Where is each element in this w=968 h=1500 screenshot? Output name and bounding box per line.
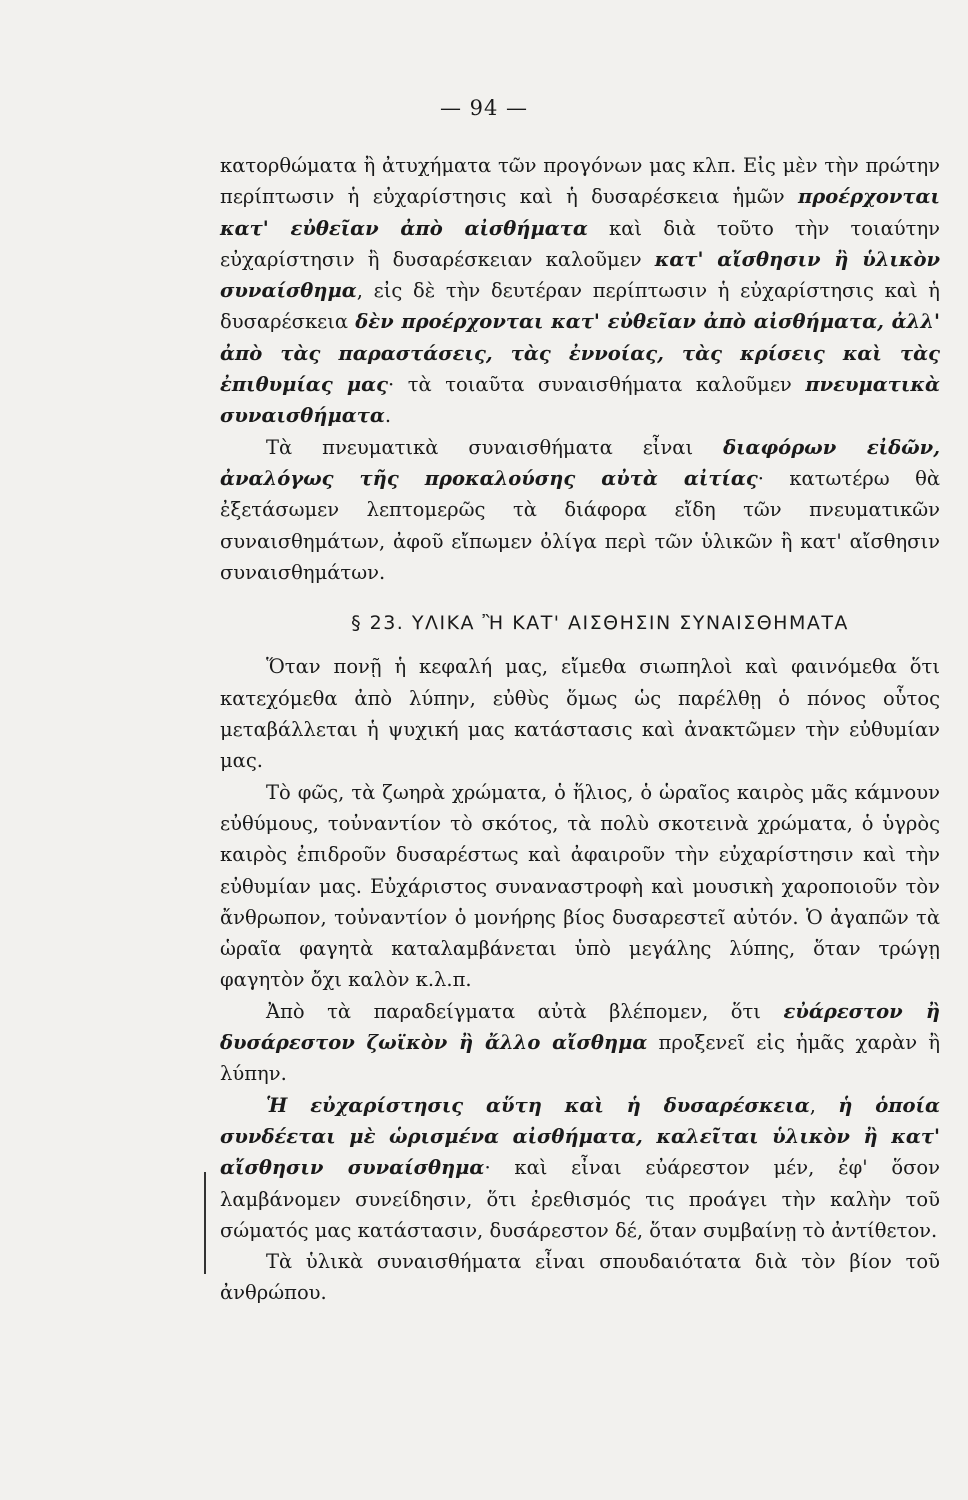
paragraph-2: Τὰ πνευματικὰ συναισθήματα εἶναι διαφόρων εἰδῶν, ἀναλόγως τῆς προκαλούσης αὐτὰ αἰτίας· κατωτέρω θὰ ἐξετάσωμεν λεπτομερῶς τὰ διάφορα εἴδη τῶν πνευματικῶν συναισθημάτων, ἀφοῦ εἴπωμεν ὀλίγα περὶ τῶν ὑλικῶν ἢ κατ' αἴσθησιν συναισθημάτων. <box>220 435 940 584</box>
emphasis: Ἡ εὐχαρίστησις αὕτη καὶ ἡ δυσαρέσκεια <box>266 1093 810 1117</box>
paragraph-4: Τὸ φῶς, τὰ ζωηρὰ χρώματα, ὁ ἥλιος, ὁ ὡραῖος καιρὸς μᾶς κάμνουν εὐθύμους, τοὐναντίον τὸ σκότος, τὰ πολὺ σκοτεινὰ χρώματα, ὁ ὑγρὸς καιρὸς ἐπιδροῦν δυσαρέστως καὶ ἀφαιροῦν τὴν εὐχαρίστησιν καὶ τὴν εὐθυμίαν μας. Εὐχάριστος συναναστροφὴ καὶ μουσικὴ χαροποιοῦν τὸν ἄνθρωπον, τοὐναντίον ὁ μονήρης βίος δυσαρεστεῖ αὐτόν. Ὁ ἀγαπῶν τὰ ὡραῖα φαγητὰ καταλαμβάνεται ὑπὸ μεγάλης λύπης, ὅταν τρώγῃ φαγητὸν ὄχι καλὸν κ.λ.π. <box>220 780 940 992</box>
emphasis: διαφόρων εἰδῶν, ἀναλόγως τῆς προκαλούσης αὐτὰ αἰτίας <box>220 435 940 490</box>
page-number: — 94 — <box>439 96 529 120</box>
emphasis: κατ' αἴσθησιν ἢ ὑλικὸν συναίσθημα <box>220 247 940 303</box>
paragraph-3: Ὅταν πονῇ ἡ κεφαλή μας, εἴμεθα σιωπηλοὶ καὶ φαινόμεθα ὅτι κατεχόμεθα ἀπὸ λύπην, εὐθὺς ὅμως ὡς παρέλθῃ ὁ πόνος οὗτος μεταβάλλεται ἡ ψυχική μας κατάστασις καὶ ἀνακτῶμεν τὴν εὐθυμίαν μας. <box>220 655 940 773</box>
margin-mark <box>204 1172 206 1274</box>
paragraph-5: Ἀπὸ τὰ παραδείγματα αὐτὰ βλέπομεν, ὅτι εὐάρεστον ἢ δυσάρεστον ζωϊκὸν ἢ ἄλλο αἴσθημα προξενεῖ εἰς ἡμᾶς χαρὰν ἢ λύπην. <box>220 999 940 1086</box>
paragraph-7: Τὰ ὑλικὰ συναισθήματα εἶναι σπουδαιότατα διὰ τὸν βίον τοῦ ἀνθρώπου. <box>220 1250 940 1305</box>
emphasis: προέρχονται κατ' εὐθεῖαν ἀπὸ αἰσθήματα <box>220 185 940 240</box>
emphasis: ἡ ὁποία συνδέεται μὲ ὡρισμένα αἰσθήματα, καλεῖται ὑλικὸν ἢ κατ' αἴσθησιν συναίσθημα <box>220 1093 940 1180</box>
emphasis: εὐάρεστον ἢ δυσάρεστον ζωϊκὸν ἢ ἄλλο αἴσθημα <box>220 999 940 1055</box>
section-heading: § 23. ΥΛΙΚΑ Ἢ ΚΑΤ' ΑΙΣΘΗΣΙΝ ΣΥΝΑΙΣΘΗΜΑΤΑ <box>351 612 849 635</box>
page-body <box>220 150 940 1309</box>
paragraph-1: κατορθώματα ἢ ἀτυχήματα τῶν προγόνων μας κλπ. Εἰς μὲν τὴν πρώτην περίπτωσιν ἡ εὐχαρίστησις καὶ ἡ δυσαρέσκεια ἡμῶν προέρχονται κατ' εὐθεῖαν ἀπὸ αἰσθήματα καὶ διὰ τοῦτο τὴν τοιαύτην εὐχαρίστησιν ἢ δυσαρέσκειαν καλοῦμεν κατ' αἴσθησιν ἢ ὑλικὸν συναίσθημα, εἰς δὲ τὴν δευτέραν περίπτωσιν ἡ εὐχαρίστησις καὶ ἡ δυσαρέσκεια δὲν προέρχονται κατ' εὐθεῖαν ἀπὸ αἰσθήματα, ἀλλ' ἀπὸ τὰς παραστάσεις, τὰς ἐννοίας, τὰς κρίσεις καὶ τὰς ἐπιθυμίας μας· τὰ τοιαῦτα συναισθήματα καλοῦμεν πνευματικὰ συναισθήματα. <box>220 154 940 428</box>
paragraph-6: Ἡ εὐχαρίστησις αὕτη καὶ ἡ δυσαρέσκεια, ἡ ὁποία συνδέεται μὲ ὡρισμένα αἰσθήματα, καλεῖται ὑλικὸν ἢ κατ' αἴσθησιν συναίσθημα· καὶ εἶναι εὐάρεστον μέν, ἐφ' ὅσον λαμβάνομεν συνείδησιν, ὅτι ἐρεθισμός τις προάγει τὴν καλὴν τοῦ σώματός μας κατάστασιν, δυσάρεστον δέ, ὅταν συμβαίνῃ τὸ ἀντίθετον. <box>220 1093 940 1242</box>
emphasis: πνευματικὰ συναισθήματα <box>220 373 940 428</box>
emphasis: δὲν προέρχονται κατ' εὐθεῖαν ἀπὸ αἰσθήματα, ἀλλ' ἀπὸ τὰς παραστάσεις, τὰς ἐννοίας, τὰς κρίσεις καὶ τὰς ἐπιθυμίας μας <box>220 310 940 397</box>
